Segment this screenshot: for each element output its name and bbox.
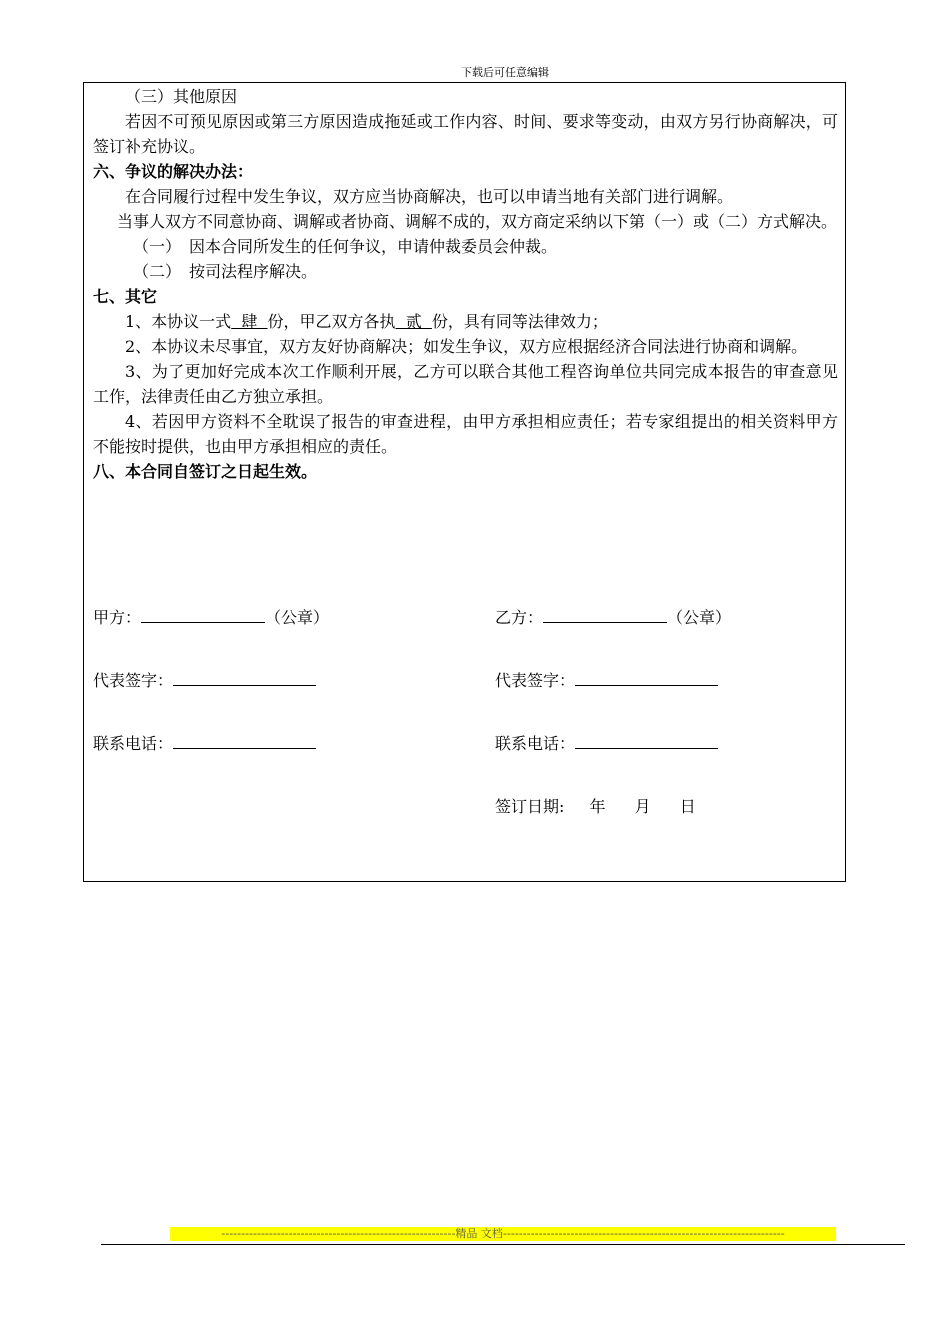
item-1-text-b: 份，甲乙双方各执 [267, 312, 396, 331]
item-1-text-c: 份，具有同等法律效力； [431, 312, 608, 331]
section-6-option-2: （二） 按司法程序解决。 [133, 262, 318, 281]
section-6-option-1: （一） 因本合同所发生的任何争议，申请仲裁委员会仲裁。 [133, 237, 558, 256]
party-b-rep-label: 代表签字： [495, 671, 576, 690]
party-a-rep-row [93, 671, 316, 691]
party-a-phone-row [93, 734, 316, 754]
party-b-rep-row [495, 671, 718, 691]
party-a-rep-blank[interactable] [173, 685, 316, 686]
section-8-title: 八、本合同自签订之日起生效。 [93, 462, 318, 481]
sign-date-row [495, 797, 696, 817]
sign-date-month: 月 [634, 797, 651, 816]
section-7-item-3: 3、为了更加好完成本次工作顺利开展，乙方可以联合其他工程咨询单位共同完成本报告的审查意见工作，法律责任由乙方独立承担。 [93, 362, 838, 406]
party-b-seal: （公章） [667, 608, 732, 627]
party-a-label: 甲方： [93, 608, 142, 627]
party-a-rep-label: 代表签字： [93, 671, 174, 690]
section-6-paragraph-2: 当事人双方不同意协商、调解或者协商、调解不成的，双方商定采纳以下第（一）或（二）方式解决。 [117, 212, 838, 231]
footer-banner: -----------------------------------------------------------精品 文档----------------------------------------------------------------------- [170, 1227, 836, 1241]
sign-date-label: 签订日期: [495, 797, 565, 816]
footer-rule [101, 1244, 905, 1245]
section-7-item-1 [93, 309, 838, 334]
copies-count: 肆 [231, 312, 268, 331]
party-b-label: 乙方： [495, 608, 544, 627]
section-7-item-2: 2、本协议未尽事宜，双方友好协商解决；如发生争议，双方应根据经济合同法进行协商和调解。 [125, 337, 808, 356]
section-6-title: 六、争议的解决办法： [93, 162, 254, 181]
section-7-item-4: 4、若因甲方资料不全耽误了报告的审查进程，由甲方承担相应责任；若专家组提出的相关资料甲方不能按时提供，也由甲方承担相应的责任。 [93, 412, 838, 456]
party-b-phone-row [495, 734, 718, 754]
sign-date-day: 日 [679, 797, 696, 816]
party-a-row [93, 608, 329, 628]
party-b-phone-label: 联系电话： [495, 734, 576, 753]
section-6-paragraph-1: 在合同履行过程中发生争议，双方应当协商解决，也可以申请当地有关部门进行调解。 [125, 187, 734, 206]
party-b-rep-blank[interactable] [575, 685, 718, 686]
section-5-3-title: （三）其他原因 [125, 87, 238, 106]
party-a-phone-blank[interactable] [173, 748, 316, 749]
party-a-seal: （公章） [265, 608, 330, 627]
party-a-phone-label: 联系电话： [93, 734, 174, 753]
item-1-text-a: 1、本协议一式 [125, 312, 232, 331]
party-b-phone-blank[interactable] [575, 748, 718, 749]
header-note: 下载后可任意编辑 [461, 66, 549, 79]
section-5-3-body: 若因不可预见原因或第三方原因造成拖延或工作内容、时间、要求等变动，由双方另行协商解决，可签订补充协议。 [93, 112, 838, 156]
party-a-blank[interactable] [141, 622, 265, 623]
party-b-row [495, 608, 731, 628]
contract-content [93, 84, 838, 484]
party-b-blank[interactable] [543, 622, 667, 623]
sign-date-year: 年 [589, 797, 606, 816]
section-7-title: 七、其它 [93, 287, 158, 306]
copies-each: 贰 [395, 312, 432, 331]
